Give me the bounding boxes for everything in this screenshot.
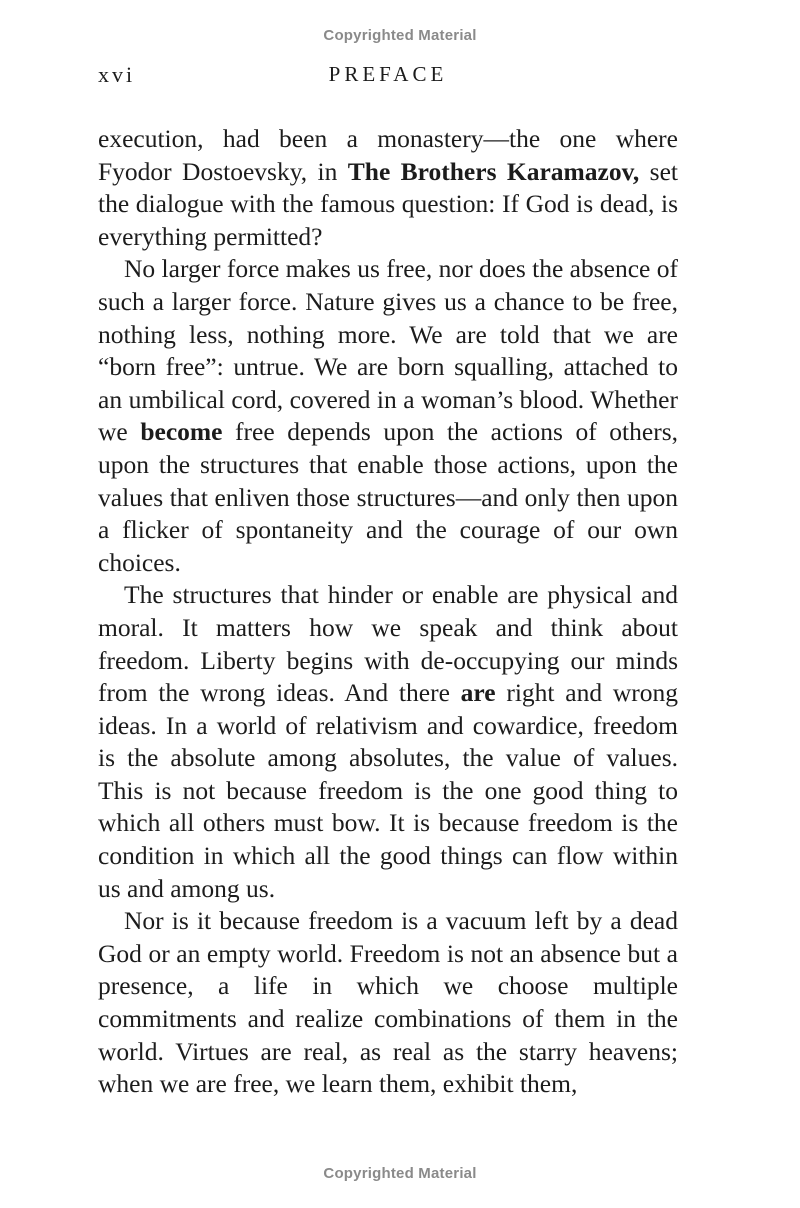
copyright-watermark-bottom: Copyrighted Material [323,1165,477,1182]
emphasis-are: are [460,678,496,708]
paragraph-3-text-a: The structures that hinder or enable are physical and moral. It matters how we speak and think about freedom. Liberty begins with de-occupying our minds from the wrong ideas. And there [98,580,678,708]
book-title-brothers-karamazov: The Brothers Karamazov, [347,156,640,186]
running-title: PREFACE [328,62,448,86]
paragraph-1-text-a: execution, had been a monastery—the one where Fyodor Dostoevsky, in [98,124,678,186]
page-body [98,123,678,1101]
paragraph-2-text-c: free depends upon the actions of others, upon the structures that enable those actions, upon the values that enliven those structures—and only then upon a flicker of spontaneity and the courage of our own choices. [98,417,678,577]
paragraph-3 [98,579,678,905]
paragraph-4-text: Nor is it because freedom is a vacuum left by a dead God or an empty world. Freedom is not an absence but a presence, a life in which we choose multiple commitments and realize combinations of them in the world. Virtues are real, as real as the starry heavens; when we are free, we learn them, exhibit them, [98,906,678,1099]
paragraph-2 [98,253,678,579]
paragraph-1-text-c: set the dialogue with the famous question: If God is dead, is everything permitted? [98,156,678,251]
paragraph-1 [98,123,678,253]
paragraph-4 [98,905,678,1101]
copyright-watermark-top: Copyrighted Material [323,27,477,44]
paragraph-3-text-c: right and wrong ideas. In a world of relativism and cowardice, freedom is the absolute among absolutes, the value of values. This is not because freedom is the one good thing to which all others must bow. It is because freedom is the condition in which all the good things can flow within us and among us. [98,678,678,903]
emphasis-become: become [140,417,223,447]
running-header [98,62,678,92]
page-number: xvi [98,62,136,87]
paragraph-2-text-a: No larger force makes us free, nor does the absence of such a larger force. Nature gives us a chance to be free, nothing less, nothing more. We are told that we are “born free”: untrue. We are born squalling, attached to an umbilical cord, covered in a woman’s blood. Whether we [98,254,678,447]
